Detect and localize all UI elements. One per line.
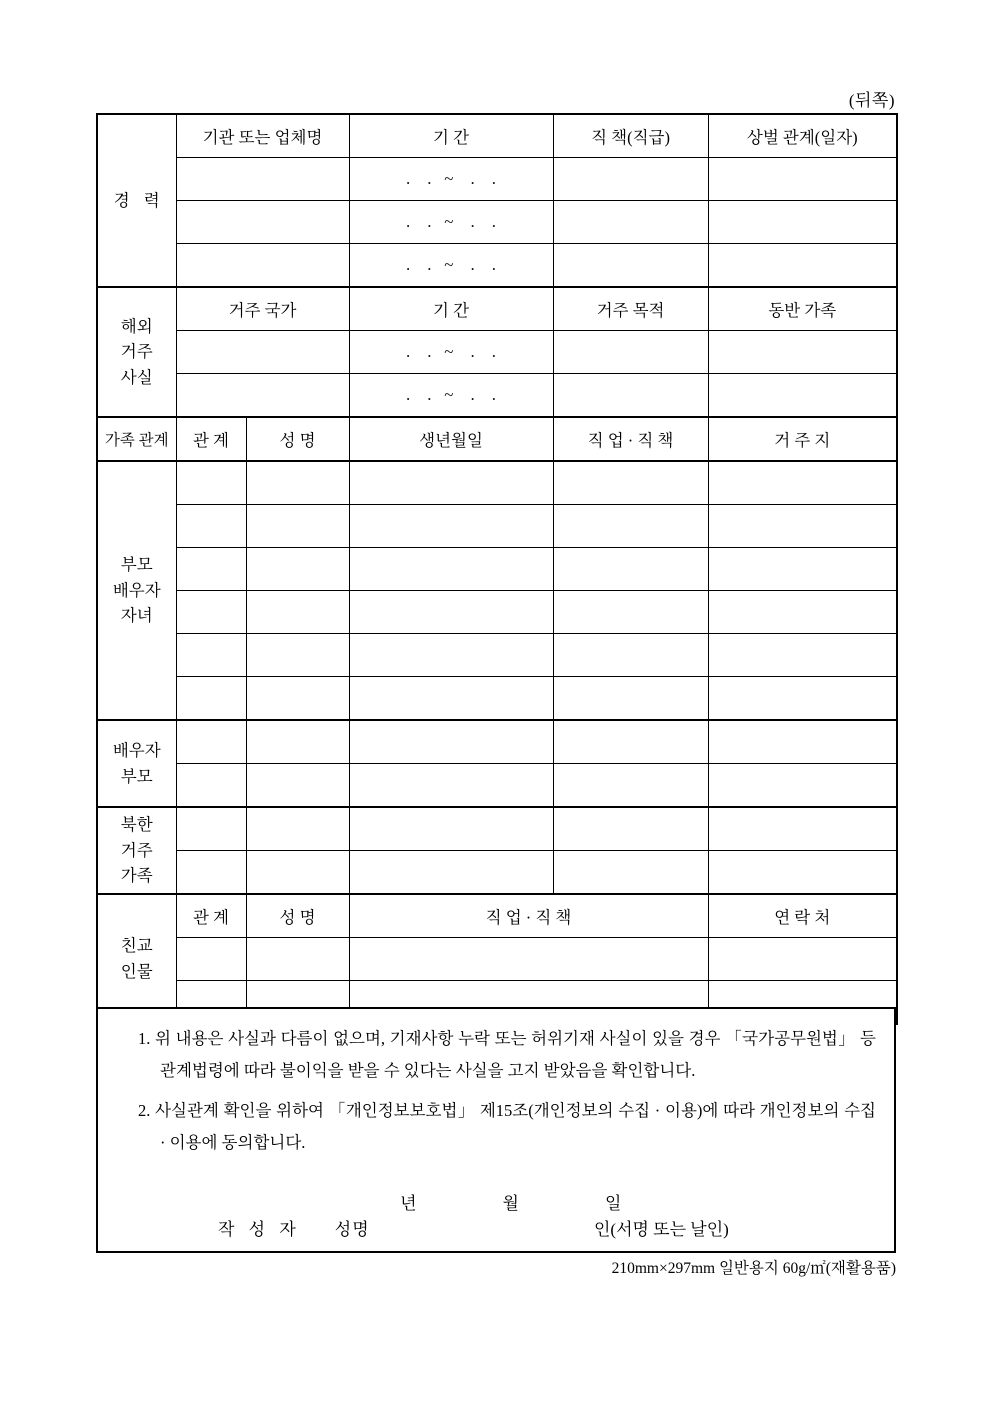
family-cell-residence[interactable] bbox=[708, 591, 897, 634]
family-cell-residence[interactable] bbox=[708, 764, 897, 808]
family-cell-occupation[interactable] bbox=[553, 677, 708, 721]
family-cell-occupation[interactable] bbox=[553, 807, 708, 851]
family-cell-birthdate[interactable] bbox=[349, 720, 553, 764]
career-cell-award[interactable] bbox=[708, 158, 897, 201]
family-group-label-parents-spouse-children: 부모 배우자 자녀 bbox=[97, 461, 176, 720]
family-row bbox=[97, 807, 897, 851]
acquaintance-cell-name[interactable] bbox=[246, 938, 349, 981]
family-cell-occupation[interactable] bbox=[553, 591, 708, 634]
family-cell-residence[interactable] bbox=[708, 807, 897, 851]
family-cell-birthdate[interactable] bbox=[349, 505, 553, 548]
career-row bbox=[97, 201, 897, 244]
declaration-box bbox=[96, 1007, 896, 1253]
family-cell-residence[interactable] bbox=[708, 505, 897, 548]
career-row bbox=[97, 244, 897, 288]
family-cell-birthdate[interactable] bbox=[349, 677, 553, 721]
family-cell-relation[interactable] bbox=[176, 461, 246, 505]
acquaintance-header-row bbox=[97, 894, 897, 938]
career-cell-org[interactable] bbox=[176, 158, 349, 201]
family-cell-birthdate[interactable] bbox=[349, 764, 553, 808]
family-cell-relation[interactable] bbox=[176, 548, 246, 591]
family-group-label-north-korea-residents: 북한 거주 가족 bbox=[97, 807, 176, 894]
family-cell-relation[interactable] bbox=[176, 677, 246, 721]
family-cell-occupation[interactable] bbox=[553, 505, 708, 548]
date-month-label[interactable]: 월 bbox=[502, 1194, 519, 1213]
overseas-cell-purpose[interactable] bbox=[553, 374, 708, 418]
overseas-header-row bbox=[97, 287, 897, 331]
acquaintance-cell-relation[interactable] bbox=[176, 938, 246, 981]
declaration-item-2: 2. 사실관계 확인을 위하여 「개인정보보호법」 제15조(개인정보의 수집 · 이용)에 따라 개인정보의 수집 · 이용에 동의합니다. bbox=[138, 1101, 876, 1153]
overseas-row bbox=[97, 331, 897, 374]
family-row bbox=[97, 548, 897, 591]
family-cell-relation[interactable] bbox=[176, 720, 246, 764]
family-cell-relation[interactable] bbox=[176, 851, 246, 895]
overseas-header-family: 동반 가족 bbox=[708, 287, 897, 331]
career-cell-org[interactable] bbox=[176, 244, 349, 288]
career-header-award: 상벌 관계(일자) bbox=[708, 114, 897, 158]
family-row bbox=[97, 634, 897, 677]
overseas-cell-family[interactable] bbox=[708, 374, 897, 418]
family-cell-birthdate[interactable] bbox=[349, 851, 553, 895]
family-group-label-spouse-parents: 배우자 부모 bbox=[97, 720, 176, 807]
family-cell-residence[interactable] bbox=[708, 461, 897, 505]
family-cell-name[interactable] bbox=[246, 634, 349, 677]
family-cell-birthdate[interactable] bbox=[349, 548, 553, 591]
acquaintance-header-occupation: 직 업 · 직 책 bbox=[349, 894, 708, 938]
family-header-occupation: 직 업 · 직 책 bbox=[553, 417, 708, 461]
career-cell-position[interactable] bbox=[553, 158, 708, 201]
author-label: 작 성 자 bbox=[218, 1220, 301, 1239]
career-cell-award[interactable] bbox=[708, 244, 897, 288]
acquaintance-section-label: 친교 인물 bbox=[97, 894, 176, 1024]
seal-or-signature-label[interactable]: 인(서명 또는 날인) bbox=[594, 1220, 729, 1239]
career-header-org: 기관 또는 업체명 bbox=[176, 114, 349, 158]
family-cell-occupation[interactable] bbox=[553, 548, 708, 591]
career-cell-org[interactable] bbox=[176, 201, 349, 244]
overseas-cell-country[interactable] bbox=[176, 331, 349, 374]
overseas-cell-period[interactable]: . . ~ . . bbox=[349, 374, 553, 418]
family-header-residence: 거 주 지 bbox=[708, 417, 897, 461]
career-cell-period[interactable]: . . ~ . . bbox=[349, 201, 553, 244]
family-cell-name[interactable] bbox=[246, 548, 349, 591]
family-cell-relation[interactable] bbox=[176, 591, 246, 634]
family-header-name: 성 명 bbox=[246, 417, 349, 461]
family-cell-occupation[interactable] bbox=[553, 461, 708, 505]
family-header-birthdate: 생년월일 bbox=[349, 417, 553, 461]
family-cell-residence[interactable] bbox=[708, 851, 897, 895]
family-cell-relation[interactable] bbox=[176, 634, 246, 677]
family-cell-residence[interactable] bbox=[708, 548, 897, 591]
family-cell-occupation[interactable] bbox=[553, 851, 708, 895]
family-row bbox=[97, 461, 897, 505]
family-cell-birthdate[interactable] bbox=[349, 591, 553, 634]
overseas-cell-purpose[interactable] bbox=[553, 331, 708, 374]
overseas-header-purpose: 거주 목적 bbox=[553, 287, 708, 331]
family-row bbox=[97, 720, 897, 764]
family-cell-residence[interactable] bbox=[708, 677, 897, 721]
career-cell-position[interactable] bbox=[553, 201, 708, 244]
family-header-row bbox=[97, 417, 897, 461]
family-cell-birthdate[interactable] bbox=[349, 634, 553, 677]
family-cell-name[interactable] bbox=[246, 720, 349, 764]
date-day-label[interactable]: 일 bbox=[604, 1194, 622, 1213]
overseas-cell-family[interactable] bbox=[708, 331, 897, 374]
career-header-period: 기 간 bbox=[349, 114, 553, 158]
career-section-label: 경 력 bbox=[97, 114, 176, 287]
family-cell-birthdate[interactable] bbox=[349, 461, 553, 505]
family-cell-residence[interactable] bbox=[708, 634, 897, 677]
family-row bbox=[97, 505, 897, 548]
family-cell-name[interactable] bbox=[246, 591, 349, 634]
date-year-label[interactable]: 년 bbox=[400, 1194, 417, 1213]
family-cell-birthdate[interactable] bbox=[349, 807, 553, 851]
declaration-item-1: 1. 위 내용은 사실과 다름이 없으며, 기재사항 누락 또는 허위기재 사실이 있을 경우 「국가공무원법」 등 관계법령에 따라 불이익을 받을 수 있다는 사실을 고지 받았음을 확인합니다. bbox=[138, 1029, 876, 1081]
career-cell-position[interactable] bbox=[553, 244, 708, 288]
acquaintance-cell-occupation[interactable] bbox=[349, 938, 708, 981]
family-cell-name[interactable] bbox=[246, 677, 349, 721]
family-cell-name[interactable] bbox=[246, 461, 349, 505]
paper-spec-footer: 210mm×297mm 일반용지 60g/㎡(재활용품) bbox=[611, 1260, 896, 1277]
career-cell-period[interactable]: . . ~ . . bbox=[349, 244, 553, 288]
family-cell-residence[interactable] bbox=[708, 720, 897, 764]
family-row bbox=[97, 591, 897, 634]
family-cell-occupation[interactable] bbox=[553, 764, 708, 808]
career-cell-award[interactable] bbox=[708, 201, 897, 244]
family-row bbox=[97, 677, 897, 721]
family-cell-relation[interactable] bbox=[176, 807, 246, 851]
family-header-relation: 관 계 bbox=[176, 417, 246, 461]
career-row bbox=[97, 158, 897, 201]
family-corner-label: 가족 관계 bbox=[97, 417, 176, 461]
career-header-position: 직 책(직급) bbox=[553, 114, 708, 158]
acquaintance-cell-contact[interactable] bbox=[708, 938, 897, 981]
family-cell-relation[interactable] bbox=[176, 505, 246, 548]
family-row bbox=[97, 851, 897, 895]
family-cell-name[interactable] bbox=[246, 851, 349, 895]
career-cell-period[interactable]: . . ~ . . bbox=[349, 158, 553, 201]
family-cell-name[interactable] bbox=[246, 505, 349, 548]
family-cell-name[interactable] bbox=[246, 807, 349, 851]
signature-line bbox=[98, 1215, 898, 1241]
career-header-row bbox=[97, 114, 897, 158]
author-name-label: 성명 bbox=[334, 1220, 370, 1239]
family-cell-occupation[interactable] bbox=[553, 634, 708, 677]
family-row bbox=[97, 764, 897, 808]
overseas-header-country: 거주 국가 bbox=[176, 287, 349, 331]
acquaintance-header-relation: 관 계 bbox=[176, 894, 246, 938]
family-cell-name[interactable] bbox=[246, 764, 349, 808]
page-side-marker: (뒤쪽) bbox=[848, 91, 895, 110]
acquaintance-row bbox=[97, 938, 897, 981]
overseas-header-period: 기 간 bbox=[349, 287, 553, 331]
overseas-section-label: 해외 거주 사실 bbox=[97, 287, 176, 417]
overseas-row bbox=[97, 374, 897, 418]
overseas-cell-country[interactable] bbox=[176, 374, 349, 418]
overseas-cell-period[interactable]: . . ~ . . bbox=[349, 331, 553, 374]
author-signature-labels bbox=[218, 1215, 370, 1240]
acquaintance-header-name: 성 명 bbox=[246, 894, 349, 938]
personnel-record-table bbox=[96, 113, 898, 1025]
family-cell-relation[interactable] bbox=[176, 764, 246, 808]
acquaintance-header-contact: 연 락 처 bbox=[708, 894, 897, 938]
family-cell-occupation[interactable] bbox=[553, 720, 708, 764]
